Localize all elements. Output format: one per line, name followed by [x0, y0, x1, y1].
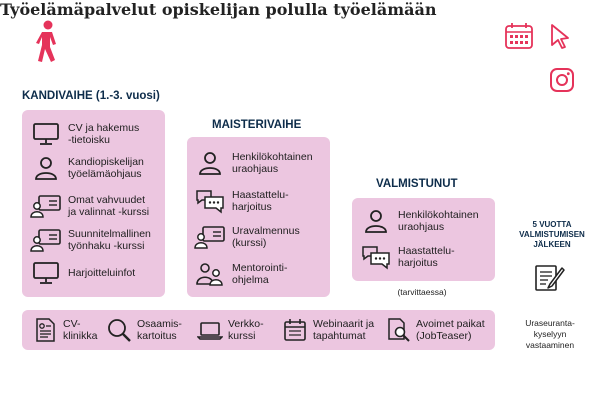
kandi-item-cv-info: CV ja hakemus -tietoisku: [30, 121, 139, 147]
cursor-icon[interactable]: [548, 22, 572, 50]
monitor-icon: [30, 260, 62, 286]
maisteri-item-career-coaching: Uravalmennus (kurssi): [194, 224, 300, 250]
calendar-icon[interactable]: [504, 22, 534, 50]
bottom-item-skills-mapping: Osaamis- kartoitus: [106, 317, 182, 343]
id-card-icon: [194, 224, 226, 250]
instagram-icon[interactable]: [549, 67, 575, 93]
search-document-icon: [385, 317, 411, 343]
kandivaihe-heading: KANDIVAIHE (1.-3. vuosi): [22, 90, 160, 102]
cv-document-icon: [32, 317, 58, 343]
maisteri-item-mentoring: Mentorointi- ohjelma: [194, 261, 287, 287]
kandi-item-jobsearch-course: Suunnitelmallinen työnhaku -kurssi: [30, 227, 151, 253]
kandi-item-internship-info: Harjoitteluinfot: [30, 260, 135, 286]
person-icon: [194, 150, 226, 176]
valmistunut-item-interview: Haastattelu- harjoitus: [360, 244, 455, 270]
kandi-item-guidance: Kandiopiskelijan työelämäohjaus: [30, 155, 144, 181]
mentoring-icon: [194, 261, 226, 287]
bottom-item-open-positions: Avoimet paikat (JobTeaser): [385, 317, 485, 343]
valmistunut-heading: VALMISTUNUT: [376, 178, 458, 190]
bottom-item-webinars: Webinaarit ja tapahtumat: [282, 317, 374, 343]
walking-person-icon: [30, 20, 64, 64]
person-icon: [360, 208, 392, 234]
webinar-calendar-icon: [282, 317, 308, 343]
followup-label: Uraseuranta- kyselyyn vastaaminen: [525, 318, 575, 350]
valmistunut-item-career-guidance: Henkilökohtainen uraohjaus: [360, 208, 479, 234]
chat-bubbles-icon: [194, 188, 226, 214]
survey-form-icon: [532, 262, 566, 294]
page-title: Työelämäpalvelut opiskelijan polulla työelämään: [0, 0, 437, 19]
bottom-item-cv-clinic: CV- klinikka: [32, 317, 97, 343]
id-card-icon: [30, 193, 62, 219]
monitor-icon: [30, 121, 62, 147]
chat-bubbles-icon: [360, 244, 392, 270]
id-card-icon: [30, 227, 62, 253]
magnifier-icon: [106, 317, 132, 343]
maisteri-item-interview: Haastattelu- harjoitus: [194, 188, 289, 214]
valmistunut-note: (tarvittaessa): [397, 287, 447, 297]
bottom-item-online-course: Verkko- kurssi: [197, 317, 264, 343]
followup-heading: 5 VUOTTA VALMISTUMISEN JÄLKEEN: [519, 220, 585, 249]
person-icon: [30, 155, 62, 181]
maisterivaihe-heading: MAISTERIVAIHE: [212, 119, 302, 131]
maisteri-item-career-guidance: Henkilökohtainen uraohjaus: [194, 150, 313, 176]
kandi-item-strengths-course: Omat vahvuudet ja valinnat -kurssi: [30, 193, 149, 219]
laptop-icon: [197, 317, 223, 343]
